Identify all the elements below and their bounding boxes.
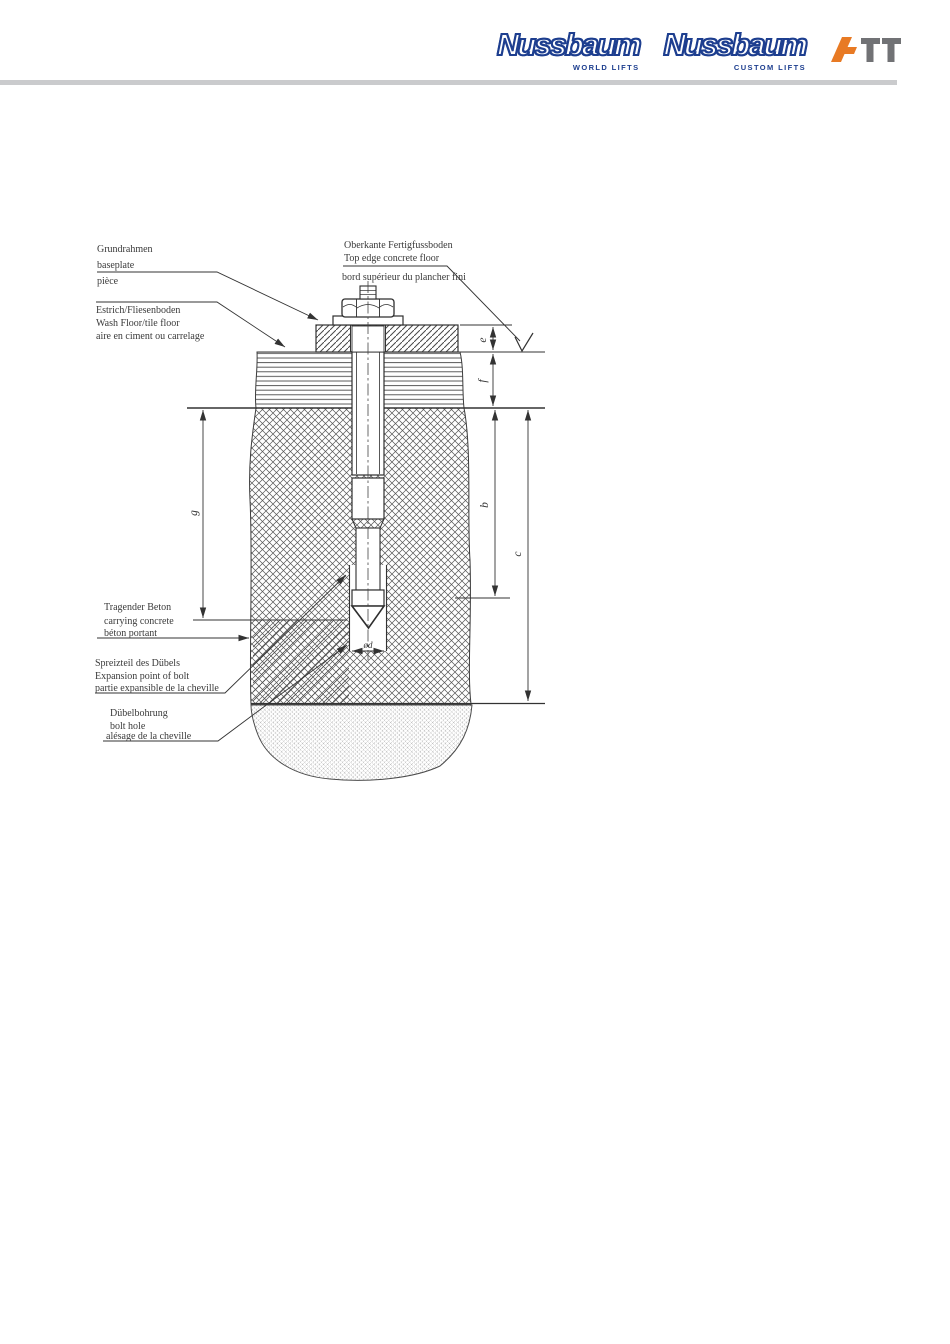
nussbaum-wordmark: Nussbaum (663, 27, 806, 62)
dim-label-c: c (512, 551, 524, 557)
callout-oberkante-de: Oberkante Fertigfussboden (344, 240, 453, 251)
dim-label-f: f (477, 379, 489, 383)
dim-label-e: e (477, 337, 489, 343)
callout-spreizteil-fr: partie expansible de la cheville (95, 683, 219, 694)
callout-estrich-de: Estrich/Fliesenboden (96, 305, 181, 316)
callout-duebelbohrung (106, 708, 192, 742)
callout-grundrahmen-fr: pièce (97, 276, 119, 287)
dim-label-hole-diameter: ød (363, 640, 373, 650)
dim-label-g: g (188, 510, 200, 516)
dim-label-b: b (479, 502, 491, 508)
callout-duebelbohrung-en: bolt hole (110, 721, 146, 732)
nussbaum-wordmark: Nussbaum (497, 27, 640, 62)
callout-estrich (96, 305, 205, 342)
custom-lifts-tagline: CUSTOM LIFTS (733, 63, 806, 72)
callout-oberkante-fr: bord supérieur du plancher fini (342, 272, 466, 283)
callout-tragender-beton-fr: béton portant (104, 628, 158, 639)
callout-tragender-beton-en: carrying concrete (104, 616, 174, 627)
expansion-zone-stripes (253, 620, 349, 703)
world-lifts-tagline: WORLD LIFTS (572, 63, 640, 72)
callout-estrich-fr: aire en ciment ou carrelage (96, 331, 205, 342)
callout-spreizteil-de: Spreizteil des Dübels (95, 658, 180, 669)
callout-estrich-en: Wash Floor/tile floor (96, 318, 180, 329)
callout-tragender-beton-de: Tragender Beton (104, 602, 172, 613)
leader-oberkante-tick (515, 333, 533, 351)
callout-grundrahmen-de: Grundrahmen (97, 244, 153, 255)
callout-grundrahmen-en: baseplate (97, 260, 135, 271)
callout-oberkante-en: Top edge concrete floor (344, 253, 440, 264)
baseplate (316, 325, 458, 352)
callout-grundrahmen (97, 244, 153, 287)
callout-spreizteil (95, 658, 219, 694)
callout-duebelbohrung-fr: alésage de la cheville (106, 731, 192, 742)
callout-duebelbohrung-de: Dübelbohrung (110, 708, 168, 719)
callout-tragender-beton (104, 602, 174, 639)
callout-oberkante (342, 240, 466, 283)
subsoil-body (251, 705, 472, 780)
callout-spreizteil-en: Expansion point of bolt (95, 671, 190, 682)
